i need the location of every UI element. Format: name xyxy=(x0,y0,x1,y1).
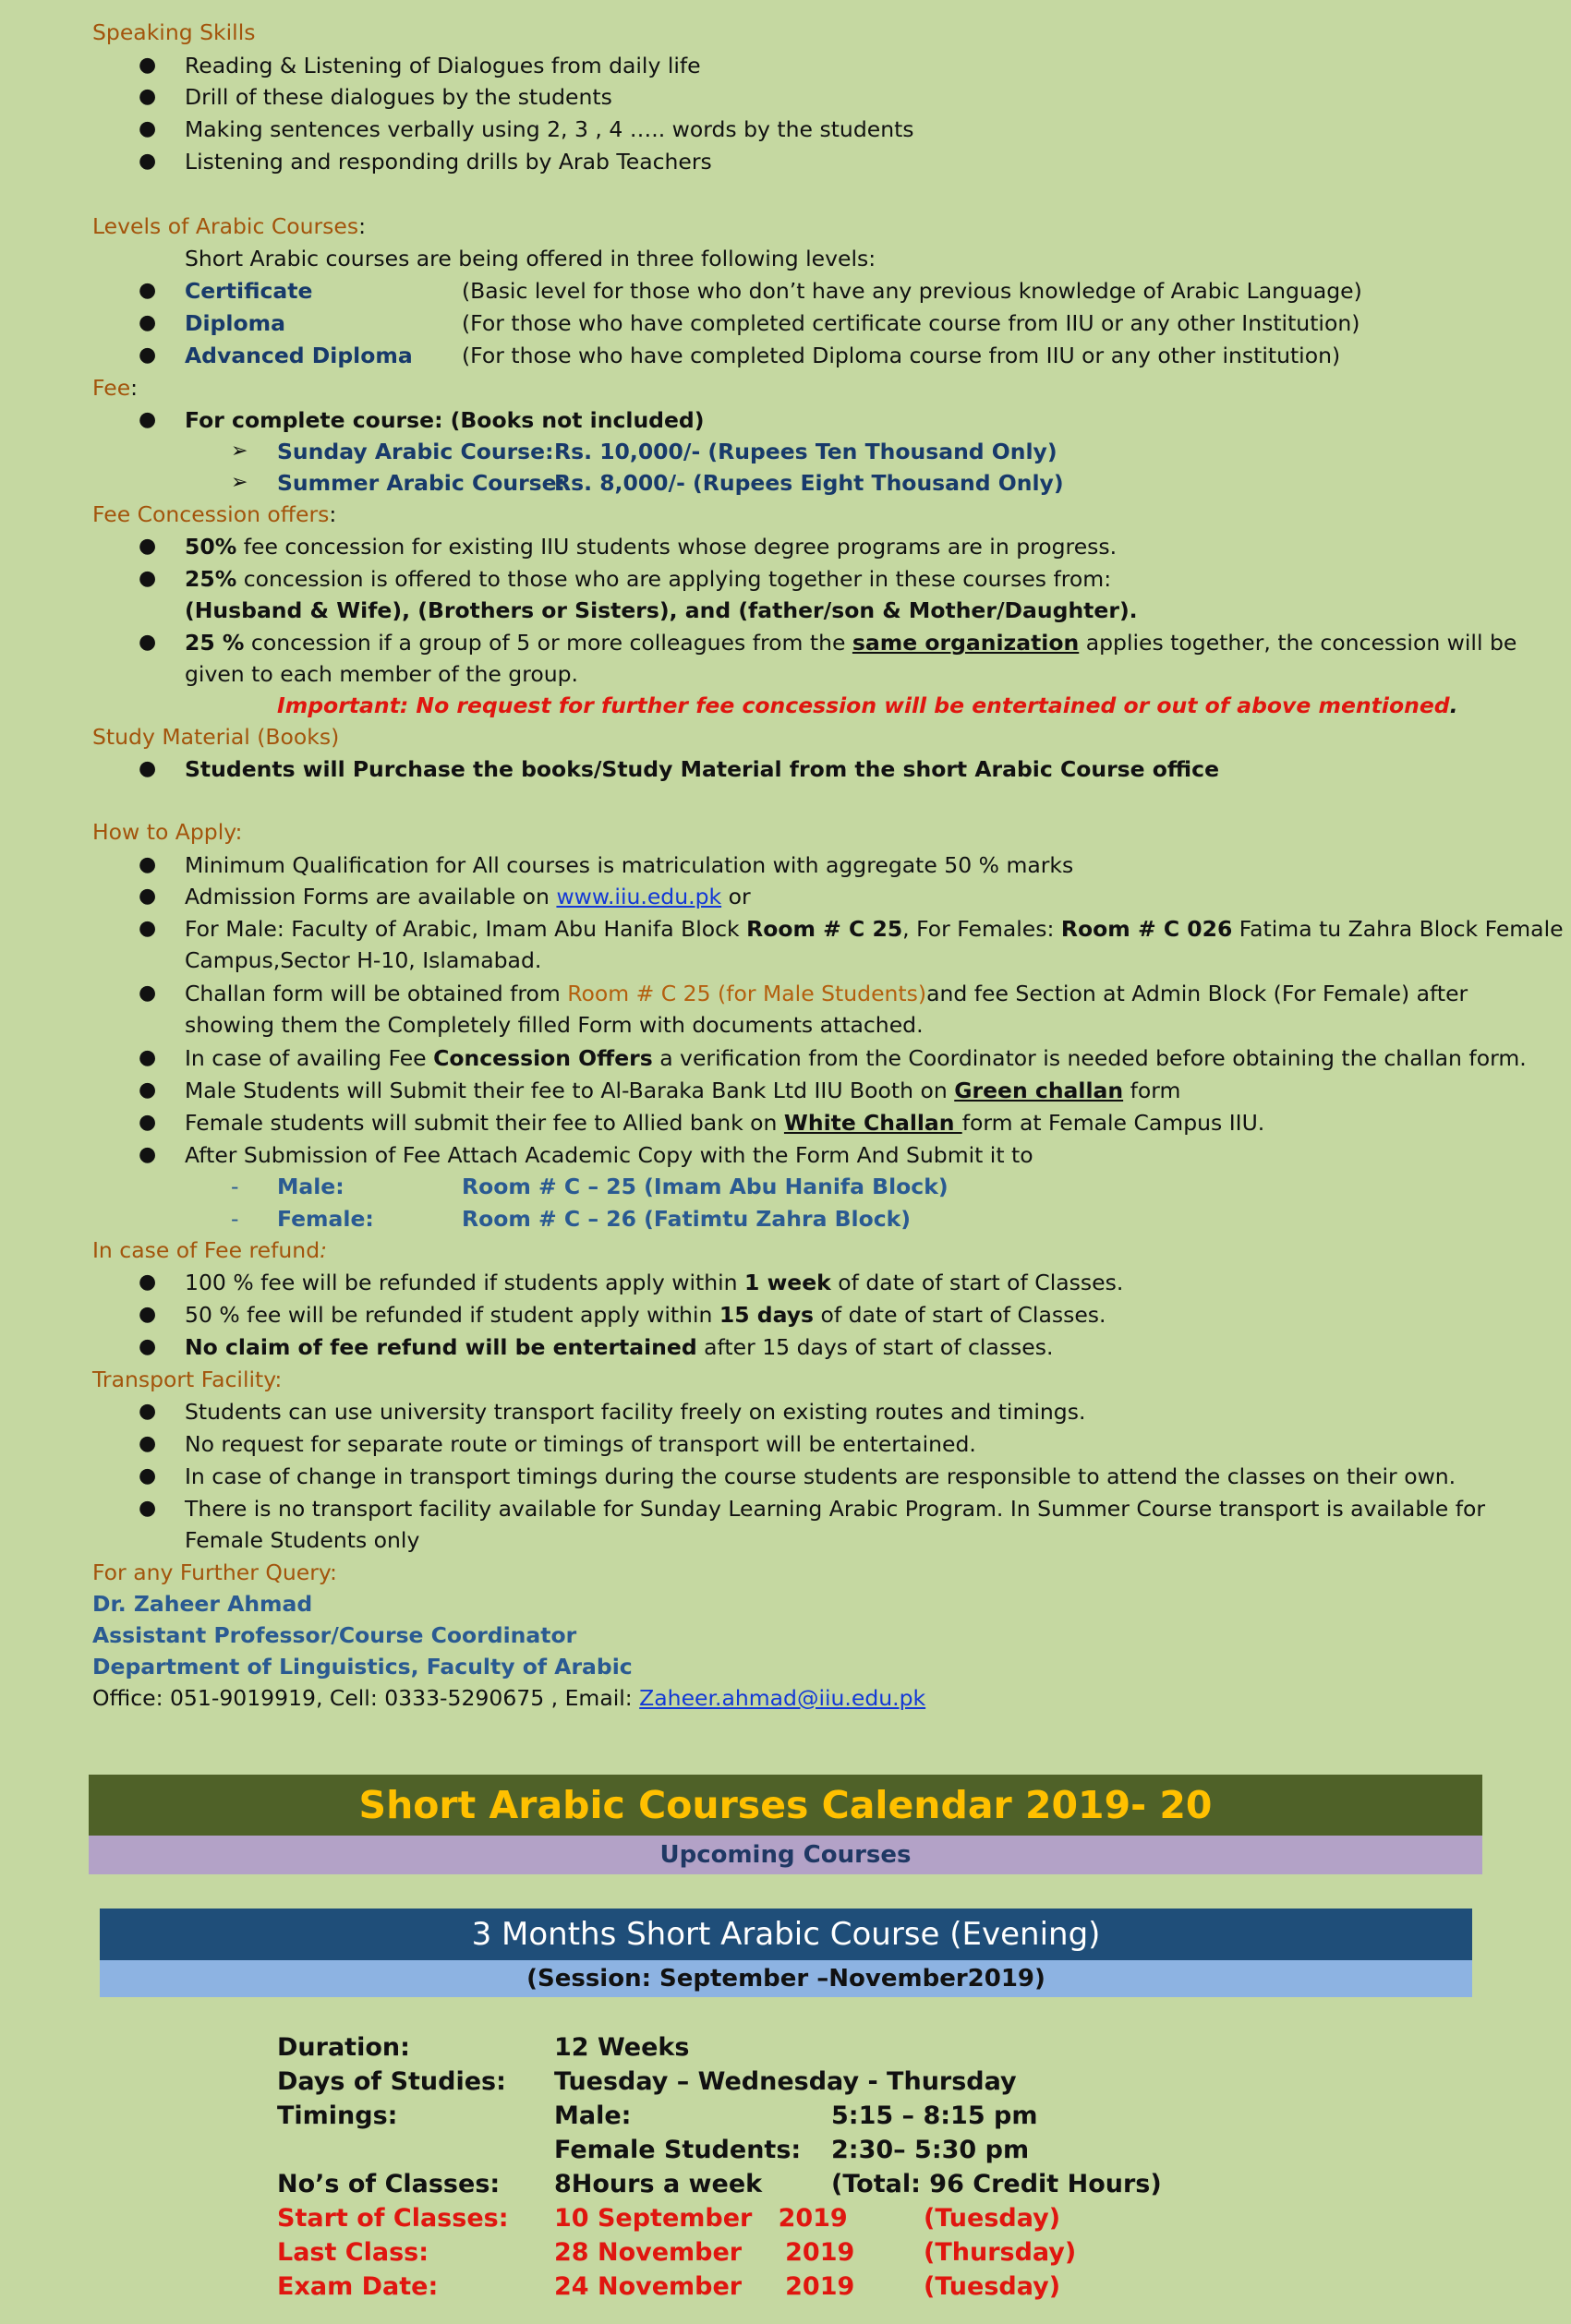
transport-heading: Transport Facility: xyxy=(92,1367,283,1392)
exam-label: Exam Date: xyxy=(277,2272,439,2301)
bullet: ● xyxy=(139,279,157,302)
apply-item: Admission Forms are available on www.iiu.edu.pk or xyxy=(185,884,751,909)
room-location: Room # C – 25 (Imam Abu Hanifa Block) xyxy=(462,1174,949,1199)
contact-details: Office: 051-9019919, Cell: 0333-5290675 , Email: Zaheer.ahmad@iiu.edu.pk xyxy=(92,1685,926,1711)
levels-intro: Short Arabic courses are being offered in three following levels: xyxy=(185,246,876,271)
timings-label: Timings: xyxy=(277,2101,398,2130)
bullet: ● xyxy=(139,757,157,780)
bullet: ● xyxy=(139,408,157,431)
start-date: 10 September 2019 xyxy=(554,2204,848,2233)
bullet: ● xyxy=(139,631,157,654)
exam-date: 24 November 2019 xyxy=(554,2272,855,2301)
bullet: ● xyxy=(139,1303,157,1326)
level-name: Certificate xyxy=(185,278,313,304)
concession-item: 25 % concession if a group of 5 or more colleagues from the same organization applies together, the concession will be xyxy=(185,630,1517,656)
level-desc: (Basic level for those who don’t have any previous knowledge of Arabic Language) xyxy=(462,278,1362,304)
transport-item: In case of change in transport timings during the course students are responsible to attend the classes on their own. xyxy=(185,1463,1456,1489)
course-title-band xyxy=(100,1909,1472,1960)
days-label: Days of Studies: xyxy=(277,2067,506,2096)
speaking-skills-heading: Speaking Skills xyxy=(92,19,256,45)
transport-item-line2: Female Students only xyxy=(185,1527,420,1553)
course-title: 3 Months Short Arabic Course (Evening) xyxy=(471,1916,1101,1953)
bullet: ● xyxy=(139,1046,157,1069)
bullet: ● xyxy=(139,535,157,558)
bullet: ● xyxy=(139,917,157,940)
list-item: Drill of these dialogues by the students xyxy=(185,84,612,110)
last-class-date: 28 November 2019 xyxy=(554,2238,855,2267)
apply-item: In case of availing Fee Concession Offers a verification from the Coordinator is needed before obtaining the challan form. xyxy=(185,1045,1527,1071)
bullet: ● xyxy=(139,150,157,173)
transport-item: There is no transport facility available for Sunday Learning Arabic Program. In Summer Course transport is available for xyxy=(185,1496,1486,1522)
list-item: Reading & Listening of Dialogues from daily life xyxy=(185,53,701,78)
apply-item: After Submission of Fee Attach Academic Copy with the Form And Submit it to xyxy=(185,1142,1033,1168)
male-time: 5:15 – 8:15 pm xyxy=(831,2101,1038,2130)
arrow-bullet-icon: ➢ xyxy=(231,440,248,463)
start-day: (Tuesday) xyxy=(924,2204,1061,2233)
duration-value: 12 Weeks xyxy=(554,2033,690,2062)
contact-department: Department of Linguistics, Faculty of Arabic xyxy=(92,1654,633,1680)
fee-course-amount: Rs. 10,000/- (Rupees Ten Thousand Only) xyxy=(554,439,1057,464)
contact-title: Assistant Professor/Course Coordinator xyxy=(92,1622,577,1648)
duration-label: Duration: xyxy=(277,2033,410,2062)
bullet: ● xyxy=(139,1464,157,1487)
bullet: ● xyxy=(139,54,157,77)
study-material-heading: Study Material (Books) xyxy=(92,724,340,750)
room-location: Room # C – 26 (Fatimtu Zahra Block) xyxy=(462,1206,912,1232)
last-class-day: (Thursday) xyxy=(924,2238,1077,2267)
bullet: ● xyxy=(139,1400,157,1423)
classes-value: 8Hours a week xyxy=(554,2170,763,2198)
apply-item: Minimum Qualification for All courses is matriculation with aggregate 50 % marks xyxy=(185,852,1074,878)
bullet: ● xyxy=(139,1335,157,1358)
session-band xyxy=(100,1960,1472,1997)
bullet: ● xyxy=(139,1078,157,1102)
exam-day: (Tuesday) xyxy=(924,2272,1061,2301)
bullet: ● xyxy=(139,567,157,590)
days-value: Tuesday – Wednesday - Thursday xyxy=(554,2067,1017,2096)
apply-item: For Male: Faculty of Arabic, Imam Abu Hanifa Block Room # C 25, For Females: Room # C 026 Fatima tu Zahra Block Female xyxy=(185,916,1564,942)
bullet: ● xyxy=(139,981,157,1005)
bullet: ● xyxy=(139,1270,157,1294)
refund-item: 100 % fee will be refunded if students apply within 1 week of date of start of Classes. xyxy=(185,1270,1124,1295)
level-name: Diploma xyxy=(185,310,285,336)
query-heading: For any Further Query: xyxy=(92,1559,337,1585)
email-link[interactable]: Zaheer.ahmad@iiu.edu.pk xyxy=(639,1685,926,1711)
bullet: ● xyxy=(139,1143,157,1166)
dash-bullet: - xyxy=(231,1206,239,1232)
session-label: (Session: September –November2019) xyxy=(526,1965,1045,1993)
fee-course-name: Sunday Arabic Course: xyxy=(277,439,554,464)
bullet: ● xyxy=(139,1432,157,1455)
refund-item: 50 % fee will be refunded if student apply within 15 days of date of start of Classes. xyxy=(185,1302,1106,1328)
male-label: Male: xyxy=(554,2101,632,2130)
fee-complete: For complete course: (Books not included) xyxy=(185,407,705,433)
concession-item: 50% fee concession for existing IIU students whose degree programs are in progress. xyxy=(185,534,1118,560)
list-item: Making sentences verbally using 2, 3 , 4 ….. words by the students xyxy=(185,116,914,142)
apply-item-line2: showing them the Completely filled Form with documents attached. xyxy=(185,1012,924,1038)
contact-name: Dr. Zaheer Ahmad xyxy=(92,1591,313,1617)
calendar-title-band xyxy=(89,1775,1482,1836)
important-note: Important: No request for further fee concession will be entertained or out of above mentioned. xyxy=(277,692,1458,718)
female-label: Female Students: xyxy=(554,2136,802,2164)
bullet: ● xyxy=(139,117,157,140)
list-item: Listening and responding drills by Arab Teachers xyxy=(185,149,712,175)
concession-item-line2: given to each member of the group. xyxy=(185,661,579,687)
levels-heading: Levels of Arabic Courses: xyxy=(92,213,367,239)
concession-item: 25% concession is offered to those who are applying together in these courses from: xyxy=(185,566,1112,592)
study-material-item: Students will Purchase the books/Study Material from the short Arabic Course office xyxy=(185,756,1220,782)
apply-item-line2: Campus,Sector H-10, Islamabad. xyxy=(185,947,542,973)
apply-item: Male Students will Submit their fee to Al-Baraka Bank Ltd IIU Booth on Green challan form xyxy=(185,1078,1181,1103)
bullet: ● xyxy=(139,311,157,334)
apply-item: Female students will submit their fee to Allied bank on White Challan form at Female Campus IIU. xyxy=(185,1110,1265,1136)
calendar-title: Short Arabic Courses Calendar 2019- 20 xyxy=(358,1783,1213,1827)
fee-course-amount: Rs. 8,000/- (Rupees Eight Thousand Only) xyxy=(554,470,1064,496)
last-class-label: Last Class: xyxy=(277,2238,429,2267)
level-name: Advanced Diploma xyxy=(185,343,413,368)
upcoming-courses-label: Upcoming Courses xyxy=(659,1841,912,1869)
transport-item: Students can use university transport facility freely on existing routes and timings. xyxy=(185,1399,1086,1425)
bullet: ● xyxy=(139,1497,157,1520)
classes-label: No’s of Classes: xyxy=(277,2170,501,2198)
how-to-apply-heading: How to Apply: xyxy=(92,819,243,845)
classes-total: (Total: 96 Credit Hours) xyxy=(831,2170,1162,2198)
bullet: ● xyxy=(139,343,157,367)
transport-item: No request for separate route or timings of transport will be entertained. xyxy=(185,1431,976,1457)
bullet: ● xyxy=(139,853,157,876)
bullet: ● xyxy=(139,85,157,108)
dash-bullet: - xyxy=(231,1174,239,1199)
iiu-website-link[interactable]: www.iiu.edu.pk xyxy=(556,884,722,909)
bullet: ● xyxy=(139,1111,157,1134)
refund-heading: In case of Fee refund: xyxy=(92,1237,328,1263)
concession-item-line2: (Husband & Wife), (Brothers or Sisters), and (father/son & Mother/Daughter). xyxy=(185,597,1138,623)
room-who: Female: xyxy=(277,1206,374,1232)
apply-item: Challan form will be obtained from Room # C 25 (for Male Students)and fee Section at Admin Block (For Female) after xyxy=(185,981,1468,1006)
concession-heading: Fee Concession offers: xyxy=(92,501,337,527)
level-desc: (For those who have completed certificate course from IIU or any other Institution) xyxy=(462,310,1360,336)
upcoming-band xyxy=(89,1836,1482,1874)
level-desc: (For those who have completed Diploma course from IIU or any other institution) xyxy=(462,343,1341,368)
bullet: ● xyxy=(139,885,157,908)
fee-heading: Fee: xyxy=(92,375,139,401)
arrow-bullet-icon: ➢ xyxy=(231,471,248,494)
room-who: Male: xyxy=(277,1174,344,1199)
fee-course-name: Summer Arabic Course: xyxy=(277,470,565,496)
start-label: Start of Classes: xyxy=(277,2204,509,2233)
refund-item: No claim of fee refund will be entertained after 15 days of start of classes. xyxy=(185,1334,1054,1360)
female-time: 2:30– 5:30 pm xyxy=(831,2136,1030,2164)
